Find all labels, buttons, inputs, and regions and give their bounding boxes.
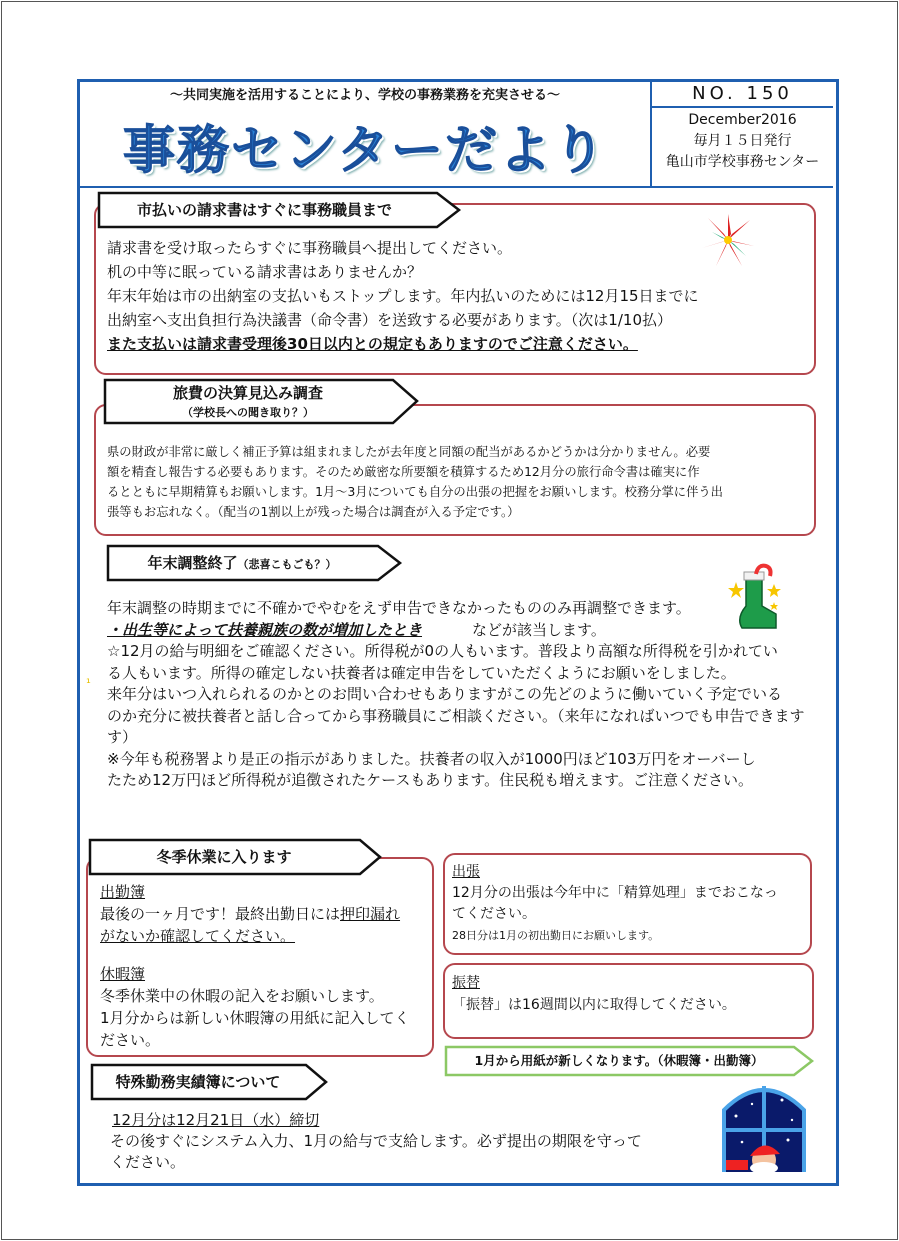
- section2-line: 張等もお忘れなく。（配当の1割以上が残った場合は調査が入る予定です。）: [107, 505, 520, 519]
- section3-line2: [107, 620, 817, 642]
- section1-tag: [97, 191, 462, 225]
- leave-line: 1月分からは新しい休暇簿の用紙に記入してく: [100, 1009, 410, 1027]
- transfer-title: 振替: [452, 975, 480, 991]
- trip-title: 出張: [452, 864, 480, 880]
- section2-line: 額を精査し報告する必要もあります。そのため厳密な所要額を積算するため12月分の旅行命令書は確実に作: [107, 465, 700, 479]
- section4-heading: 冬季休業に入ります: [156, 848, 292, 866]
- section2-tag: [103, 378, 421, 426]
- trip-body: [452, 862, 804, 946]
- section3-emphasis: ・出生等によって扶養親族の数が増加したとき: [107, 620, 423, 639]
- leave-title: 休暇簿: [100, 965, 146, 983]
- transfer-body: [452, 972, 804, 1016]
- section3-line1: 年末調整の時期までに不確かでやむをえず申告できなかったもののみ再調整できます。: [107, 599, 691, 617]
- section1-line: 年末年始は市の出納室の支払いもストップします。年内払いのためには12月15日までに: [107, 287, 699, 305]
- issue-number: NO. 150: [652, 82, 833, 108]
- section1-line: 請求書を受け取ったらすぐに事務職員へ提出してください。: [107, 239, 513, 257]
- section3-line: す）: [107, 728, 138, 746]
- section1-line: 出納室へ支出負担行為決議書（命令書）を送致する必要があります。（次は1/10払）: [107, 311, 672, 329]
- section1-heading: 市払いの請求書はすぐに事務職員まで: [136, 201, 392, 219]
- attendance-title: 出勤簿: [100, 883, 146, 901]
- header-info: [652, 110, 833, 173]
- section3-heading-small: （悲喜こもごも？）: [237, 558, 337, 571]
- attendance-line1: [100, 903, 425, 925]
- section3-heading-wrap: [106, 552, 378, 573]
- section3-tag: [106, 544, 404, 578]
- section5-heading: 特殊勤務実績簿について: [115, 1073, 281, 1091]
- attendance-underline: 押印漏れ: [340, 905, 401, 923]
- section3-heading: 年末調整終了: [147, 554, 238, 572]
- section1-emphasis: また支払いは請求書受理後30日以内との規定もありますのでご注意ください。: [107, 335, 638, 353]
- section2-heading: 旅費の決算見込み調査: [172, 384, 323, 402]
- section1-body: [107, 236, 797, 356]
- header-subtitle: ～共同実施を活用することにより、学校の事務業務を充実させる～: [169, 88, 560, 103]
- issue-frequency: 毎月１５日発行: [693, 133, 792, 149]
- section5-deadline: 12月分は12月21日（水）締切: [112, 1111, 320, 1129]
- section5-line: その後すぐにシステム入力、1月の給与で支給します。必ず提出の期限を守って: [110, 1132, 642, 1150]
- section2-body: [107, 442, 807, 522]
- notice-text: 1月から用紙が新しくなります。（休暇簿・出勤簿）: [474, 1053, 764, 1068]
- yellow-mark: ¹: [86, 676, 91, 690]
- attendance-text: 最後の一ヶ月です！最終出勤日には: [100, 905, 341, 923]
- section2-heading-sub: （学校長への聞き取り？）: [182, 406, 314, 419]
- section3-body: [107, 598, 817, 792]
- trip-line: てください。: [452, 906, 536, 922]
- publisher: 亀山市学校事務センター: [665, 154, 820, 170]
- transfer-line: 「振替」は16週間以内に取得してください。: [452, 997, 736, 1013]
- section3-line: たため12万円ほど所得税が追徴されたケースもあります。住民税も増えます。ご注意ください。: [107, 771, 753, 789]
- santa-window-icon: [722, 1080, 806, 1176]
- section5-tag: [90, 1063, 330, 1097]
- section3-line: る人もいます。所得の確定しない扶養者は確定申告をしていただくようにお願いをしました。: [107, 663, 736, 682]
- trip-line: 12月分の出張は今年中に「精算処理」までおこなっ: [452, 885, 778, 901]
- section1-line: 机の中等に眠っている請求書はありませんか？: [107, 263, 423, 281]
- newsletter-title: 事務センターだより: [123, 121, 607, 181]
- attendance-line2: がないか確認してください。: [100, 927, 296, 945]
- section3-line: ☆12月の給与明細をご確認ください。所得税が0の人もいます。普段より高額な所得税を引かれてい: [107, 642, 778, 660]
- header-rule: [80, 186, 833, 188]
- section3-line: 来年分はいつ入れられるのかとのお問い合わせもありますがこの先どのように働いていく予定でいる: [107, 685, 783, 703]
- section5-body: [110, 1110, 710, 1173]
- section3-line: ※今年も税務署より是正の指示がありました。扶養者の収入が1000円ほど103万円をオーバーし: [107, 749, 756, 768]
- section4-tag: [88, 838, 384, 872]
- issue-date: December2016: [688, 112, 797, 128]
- section3-line: のか充分に被扶養者と話し合ってから事務職員にご相談ください。（来年になればいつでも申告できます: [107, 706, 805, 725]
- section2-line: 県の財政が非常に厳しく補正予算は組まれましたが去年度と同額の配当があるかどうかは分かりません。必要: [107, 445, 711, 459]
- leave-line: 冬季休業中の休暇の記入をお願いします。: [100, 987, 384, 1005]
- section2-line: るとともに早期精算もお願いします。1月～3月についても自分の出張の把握をお願いします。校務分掌に伴う出: [107, 485, 723, 499]
- leave-line: ださい。: [100, 1031, 161, 1049]
- notice-arrow: [444, 1045, 816, 1081]
- trip-note: 28日分は1月の初出勤日にお願いします。: [452, 929, 660, 942]
- section3-line2-rest: などが該当します。: [472, 620, 606, 639]
- section4-body: [100, 881, 425, 1051]
- section5-line: ください。: [110, 1153, 186, 1171]
